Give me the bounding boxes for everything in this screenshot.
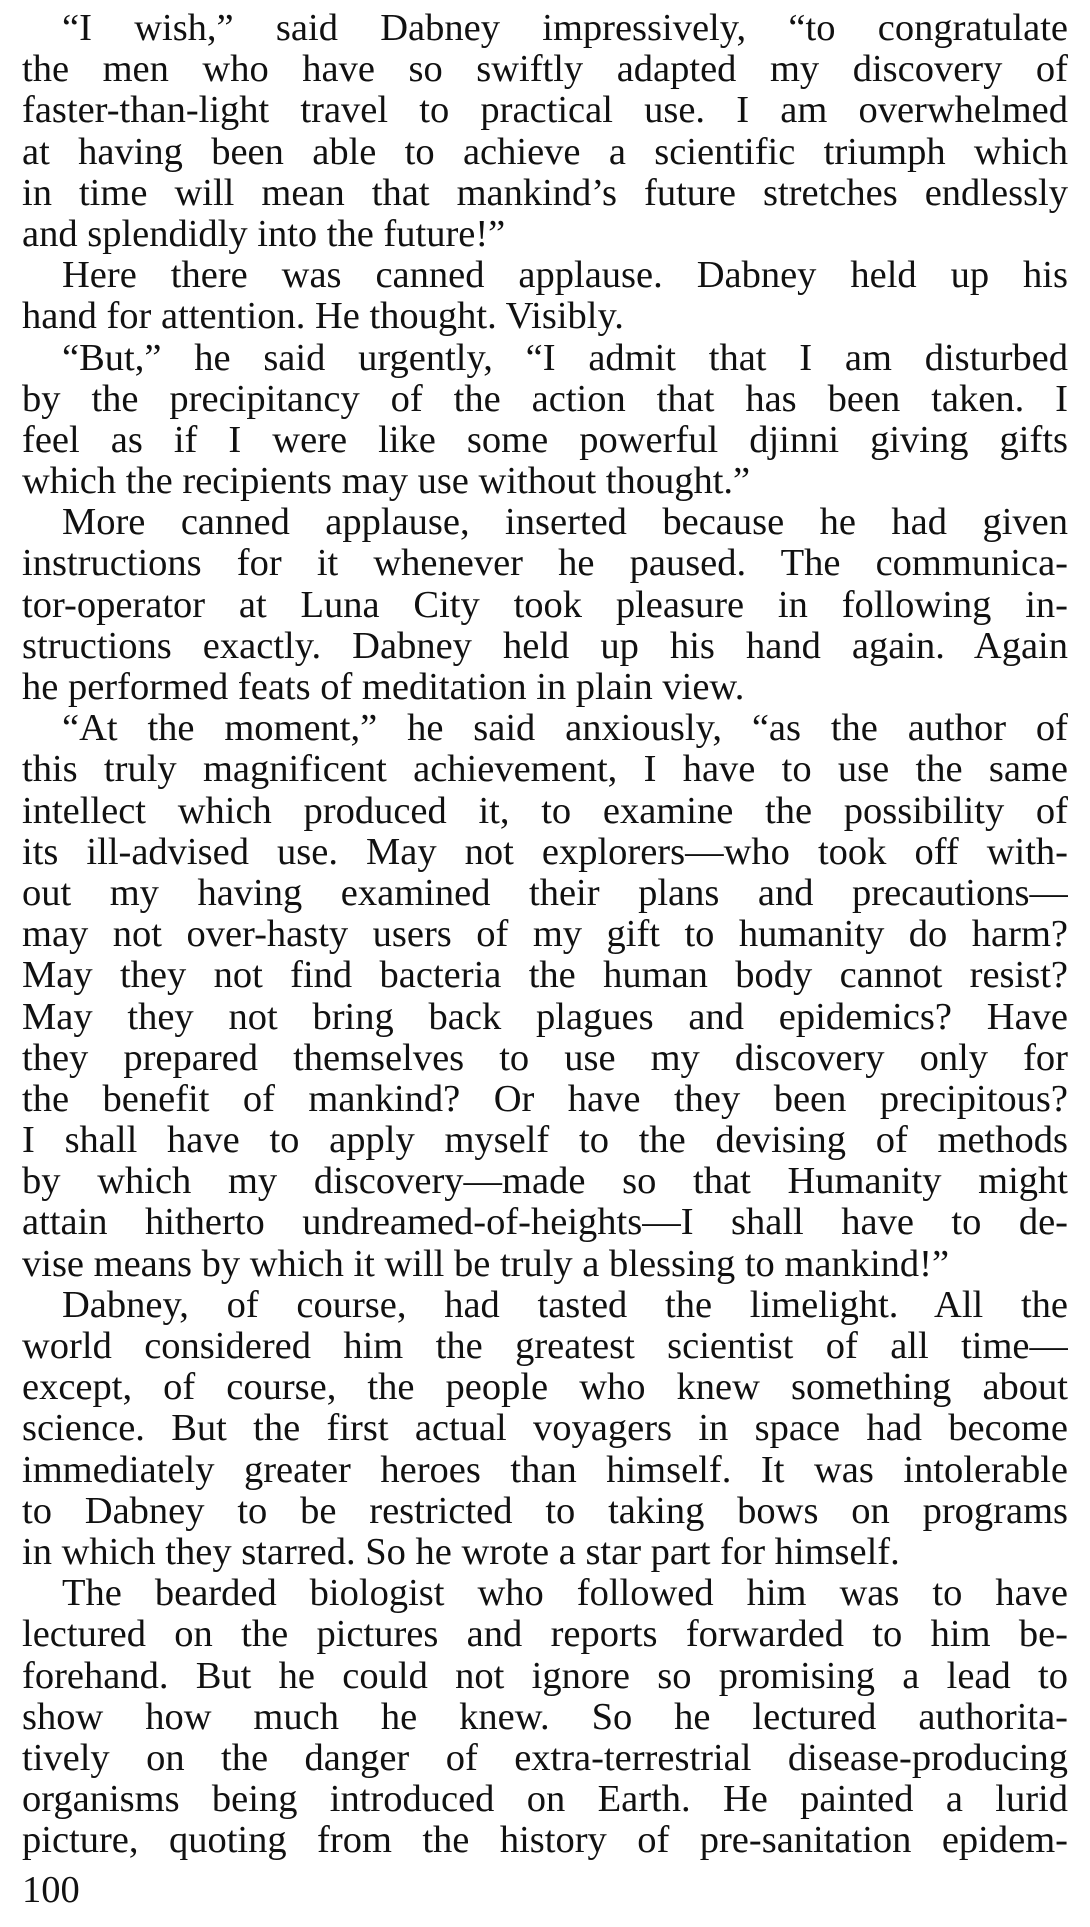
paragraph bbox=[22, 502, 1068, 708]
text-line: may not over-hasty users of my gift to humanity do harm? bbox=[22, 914, 1068, 956]
text-line: this truly magnificent achievement, I have to use the same bbox=[22, 749, 1068, 791]
page-number: 100 bbox=[22, 1869, 80, 1911]
text-line: organisms being introduced on Earth. He painted a lurid bbox=[22, 1779, 1068, 1821]
text-line: hand for attention. He thought. Visibly. bbox=[22, 296, 624, 338]
text-line: at having been able to achieve a scientific triumph which bbox=[22, 131, 1068, 173]
paragraph bbox=[22, 338, 1068, 503]
text-line: More canned applause, inserted because he had given bbox=[62, 502, 1068, 544]
paragraph bbox=[22, 708, 1068, 1285]
text-line: except, of course, the people who knew something about bbox=[22, 1367, 1068, 1409]
text-line: by which my discovery—made so that Humanity might bbox=[22, 1161, 1068, 1203]
text-line: to Dabney to be restricted to taking bows on programs bbox=[22, 1490, 1068, 1532]
text-line: world considered him the greatest scientist of all time— bbox=[22, 1326, 1068, 1367]
text-line: immediately greater heroes than himself. It was intolerable bbox=[22, 1449, 1068, 1491]
text-line: in which they starred. So he wrote a star part for himself. bbox=[22, 1531, 900, 1573]
text-line: structions exactly. Dabney held up his hand again. Again bbox=[22, 625, 1068, 667]
text-line: the men who have so swiftly adapted my discovery of bbox=[22, 49, 1068, 91]
text-line: out my having examined their plans and precautions— bbox=[22, 872, 1068, 914]
text-line: faster-than-light travel to practical use. I am overwhelmed bbox=[22, 90, 1068, 132]
text-line: intellect which produced it, to examine the possibility of bbox=[22, 790, 1068, 832]
text-line: by the precipitancy of the action that has been taken. I bbox=[22, 378, 1068, 420]
text-line: its ill-advised use. May not explorers—who took off with- bbox=[22, 831, 1068, 873]
page-text bbox=[22, 8, 1068, 1861]
text-line: “But,” he said urgently, “I admit that I am disturbed bbox=[62, 337, 1068, 379]
text-line: May they not find bacteria the human body cannot resist? bbox=[22, 955, 1068, 997]
text-line: the benefit of mankind? Or have they been precipitous? bbox=[22, 1078, 1068, 1120]
text-line: tively on the danger of extra-terrestrial disease-producing bbox=[22, 1737, 1068, 1779]
paragraph bbox=[22, 8, 1068, 255]
text-line: Dabney, of course, had tasted the limelight. All the bbox=[62, 1284, 1068, 1326]
text-line: lectured on the pictures and reports forwarded to him be- bbox=[22, 1614, 1068, 1656]
text-line: forehand. But he could not ignore so promising a lead to bbox=[22, 1655, 1068, 1697]
text-line: in time will mean that mankind’s future stretches endlessly bbox=[22, 172, 1068, 214]
text-line: “At the moment,” he said anxiously, “as the author of bbox=[62, 708, 1068, 750]
text-line: show how much he knew. So he lectured authorita- bbox=[22, 1696, 1068, 1738]
text-line: he performed feats of meditation in plain view. bbox=[22, 667, 745, 708]
text-line: May they not bring back plagues and epidemics? Have bbox=[22, 996, 1068, 1038]
text-line: I shall have to apply myself to the devising of methods bbox=[22, 1120, 1068, 1162]
paragraph bbox=[22, 1573, 1068, 1861]
text-line: vise means by which it will be truly a blessing to mankind!” bbox=[22, 1243, 950, 1285]
text-line: attain hitherto undreamed-of-heights—I shall have to de- bbox=[22, 1202, 1068, 1244]
text-line: tor-operator at Luna City took pleasure in following in- bbox=[22, 584, 1068, 626]
text-line: instructions for it whenever he paused. The communica- bbox=[22, 543, 1068, 585]
text-line: The bearded biologist who followed him was to have bbox=[62, 1573, 1068, 1615]
text-line: feel as if I were like some powerful djinni giving gifts bbox=[22, 419, 1068, 461]
paragraph bbox=[22, 255, 1068, 337]
text-line: science. But the first actual voyagers in space had become bbox=[22, 1408, 1068, 1450]
text-line: “I wish,” said Dabney impressively, “to congratulate bbox=[62, 8, 1068, 49]
text-line: which the recipients may use without thought.” bbox=[22, 461, 751, 503]
text-line: and splendidly into the future!” bbox=[22, 213, 506, 255]
text-line: they prepared themselves to use my discovery only for bbox=[22, 1037, 1068, 1079]
paragraph bbox=[22, 1285, 1068, 1573]
text-line: picture, quoting from the history of pre-sanitation epidem- bbox=[22, 1820, 1068, 1862]
text-line: Here there was canned applause. Dabney held up his bbox=[62, 255, 1068, 297]
